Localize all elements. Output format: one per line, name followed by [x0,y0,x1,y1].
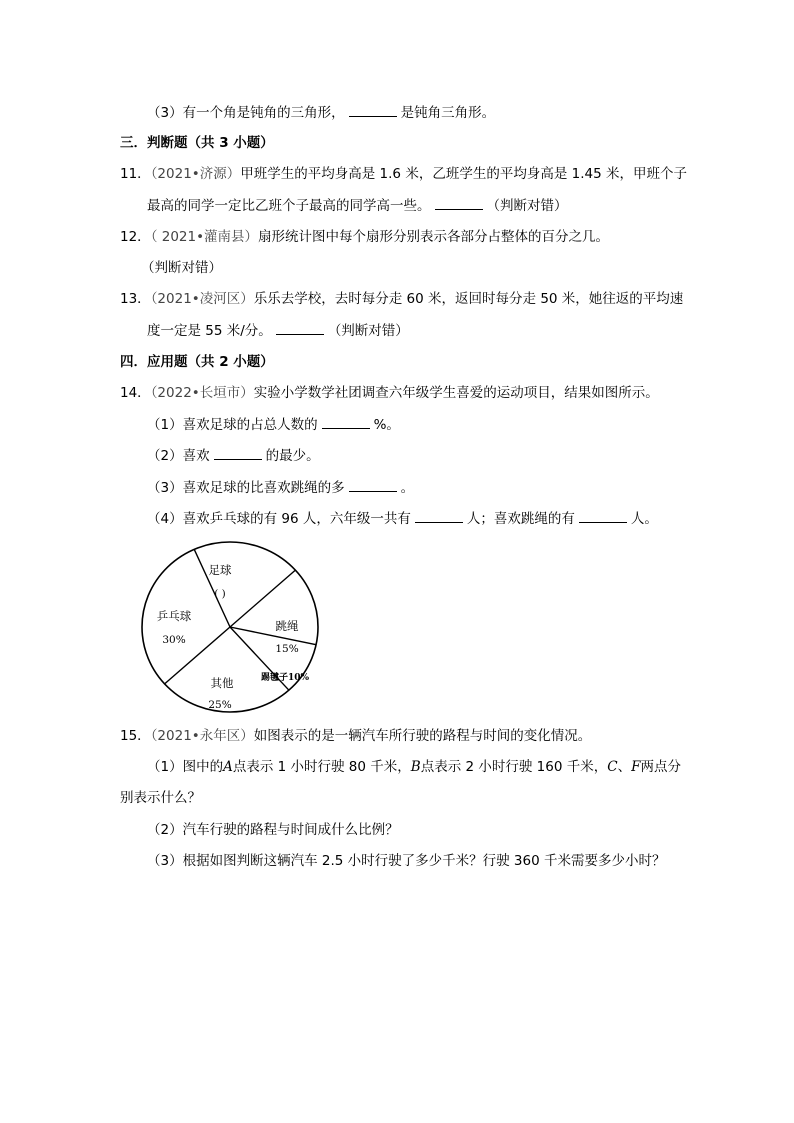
answer-blank[interactable] [435,196,483,210]
sports-pie-chart [140,540,320,714]
question-12-cont: （判断对错） [141,260,222,276]
answer-blank[interactable] [276,321,324,335]
question-15-sub2: （2）汽车行驶的路程与时间成什么比例？ [147,822,399,838]
question-15: 15．（2021•永年区）如图表示的是一辆汽车所行驶的路程与时间的变化情况。 [120,728,592,744]
question-14-sub4: （4）喜欢乒乓球的有 96 人，六年级一共有 人；喜欢跳绳的有 人。 [147,511,658,527]
pie-slice-label: 踢毽子10% [260,673,310,683]
pie-slice-label: 其他 [210,676,234,690]
answer-blank[interactable] [349,478,397,492]
question-14-sub1: （1）喜欢足球的占总人数的 %。 [147,417,400,433]
question-15-sub1: （1）图中的A点表示 1 小时行驶 80 千米，B点表示 2 小时行驶 160 千米，C、F两点分 [147,759,681,775]
pie-slice-value: 30% [162,634,186,646]
question-15-sub1-cont: 别表示什么？ [120,790,201,806]
answer-blank[interactable] [415,509,463,523]
pie-slice-value: 25% [208,699,232,711]
question-14-sub3: （3）喜欢足球的比喜欢跳绳的多 。 [147,480,415,496]
pie-slice-label: 乒乓球 [156,609,192,623]
answer-blank[interactable] [579,509,627,523]
question-12: 12．（ 2021•灌南县）扇形统计图中每个扇形分别表示各部分占整体的百分之几。 [120,229,610,245]
section-title-application: 四．应用题（共 2 小题） [120,354,274,370]
question-15-sub3: （3）根据如图判断这辆汽车 2.5 小时行驶了多少千米？行驶 360 千米需要多少小时？ [147,853,666,869]
pie-slice-value: 15% [275,643,299,655]
pie-slice-value: ( ) [214,588,226,600]
pie-slice-label: 跳绳 [275,619,299,633]
pie-slice-label: 足球 [208,563,232,577]
question-11: 11．（2021•济源）甲班学生的平均身高是 1.6 米，乙班学生的平均身高是 1.45 米，甲班个子 [120,166,687,182]
question-11-cont: 最高的同学一定比乙班个子最高的同学高一些。 （判断对错） [147,198,568,214]
answer-blank[interactable] [322,415,370,429]
section-title-judgement: 三．判断题（共 3 小题） [120,135,274,151]
question-13-cont: 度一定是 55 米/分。 （判断对错） [147,323,409,339]
q10-sub3: （3）有一个角是钝角的三角形， 是钝角三角形。 [147,105,496,121]
answer-blank[interactable] [214,446,262,460]
answer-blank[interactable] [349,103,397,117]
question-13: 13．（2021•凌河区）乐乐去学校，去时每分走 60 米，返回时每分走 50 米，她往返的平均速 [120,291,684,307]
question-14: 14．（2022•长垣市）实验小学数学社团调查六年级学生喜爱的运动项目，结果如图所示。 [120,385,659,401]
question-14-sub2: （2）喜欢 的最少。 [147,448,320,464]
